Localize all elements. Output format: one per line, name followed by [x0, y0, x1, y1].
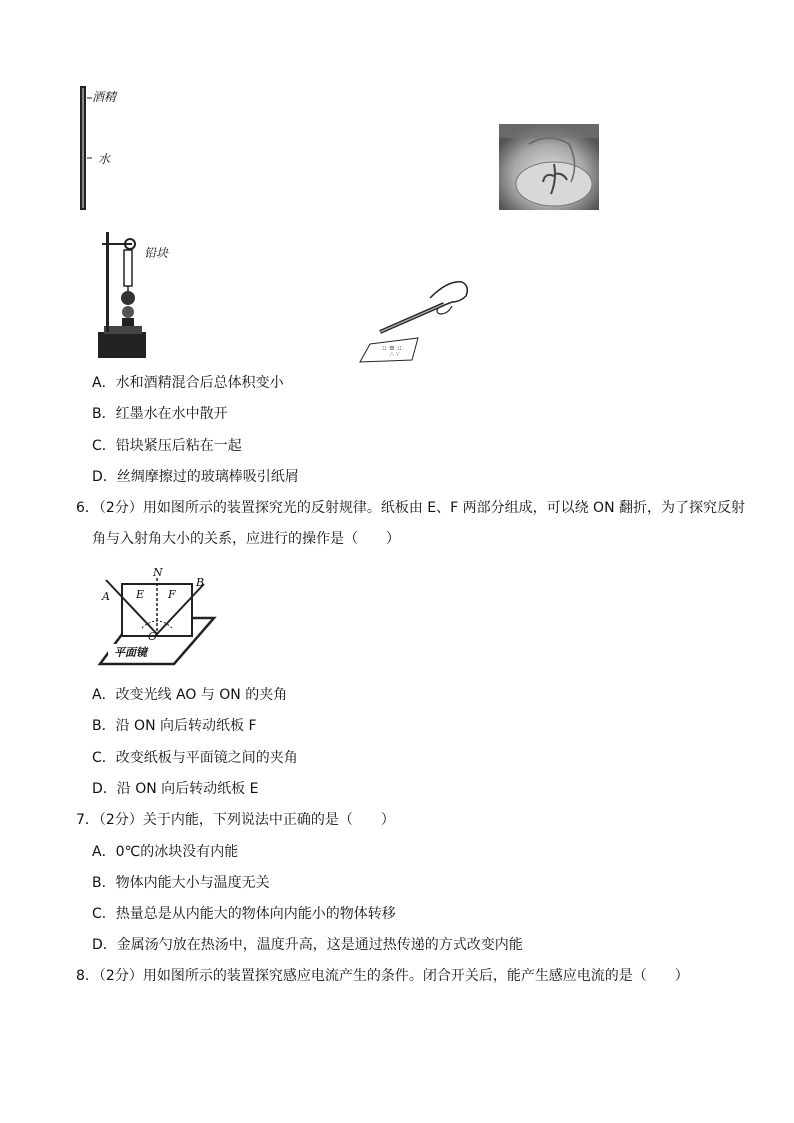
q5-option-a: A．水和酒精混合后总体积变小 — [92, 375, 284, 391]
q7-option-c: C．热量总是从内能大的物体向内能小的物体转移 — [92, 906, 396, 922]
q5-option-c: C．铅块紧压后粘在一起 — [92, 438, 242, 454]
q8-stem: 8．（2分）用如图所示的装置探究感应电流产生的条件。闭合开关后，能产生感应电流的是（ ） — [76, 968, 689, 984]
plane-mirror-label: 平面镜 — [114, 646, 147, 659]
svg-text::: ≡ ::: :: ≡ :: — [382, 344, 402, 352]
photo-drawing — [499, 124, 599, 210]
q7-stem: 7．（2分）关于内能，下列说法中正确的是（ ） — [76, 812, 395, 828]
svg-text:∴ ∵: ∴ ∵ — [390, 351, 400, 358]
alcohol-label: 酒精 — [92, 90, 117, 104]
ink-in-water-photo — [499, 124, 599, 210]
normal-label-n: N — [153, 566, 163, 579]
q7-option-d: D．金属汤勺放在热汤中，温度升高，这是通过热传递的方式改变内能 — [92, 937, 523, 953]
tube-figure — [78, 84, 138, 214]
glass-rod-figure — [356, 276, 486, 366]
ray-label-b: B — [196, 576, 205, 589]
q6-option-d: D．沿 ON 向后转动纸板 E — [92, 781, 259, 797]
q6-option-a: A．改变光线 AO 与 ON 的夹角 — [92, 687, 288, 703]
ray-label-a: A — [102, 590, 110, 603]
water-label: 水 — [98, 152, 111, 166]
q7-option-a: A．0℃的冰块没有内能 — [92, 844, 239, 860]
rod-drawing — [356, 276, 486, 366]
lead-block-stand-figure — [92, 222, 182, 362]
q6-option-c: C．改变纸板与平面镜之间的夹角 — [92, 750, 298, 766]
q5-option-d: D．丝绸摩擦过的玻璃棒吸引纸屑 — [92, 469, 299, 485]
q6-option-b: B．沿 ON 向后转动纸板 F — [92, 718, 257, 734]
lead-block-label: 铅块 — [144, 246, 169, 260]
board-label-e: E — [136, 588, 145, 601]
q7-option-b: B．物体内能大小与温度无关 — [92, 875, 270, 891]
q5-option-b: B．红墨水在水中散开 — [92, 406, 228, 422]
board-label-f: F — [168, 588, 176, 601]
point-label-o: O — [148, 630, 158, 643]
q6-stem-line1: 6．（2分）用如图所示的装置探究光的反射规律。纸板由 E、F 两部分组成，可以绕 ON 翻折，为了探究反射 — [76, 500, 746, 516]
stand-drawing — [92, 222, 182, 362]
reflection-setup-figure — [96, 566, 222, 670]
q6-stem-line2: 角与入射角大小的关系，应进行的操作是（ ） — [92, 531, 400, 547]
